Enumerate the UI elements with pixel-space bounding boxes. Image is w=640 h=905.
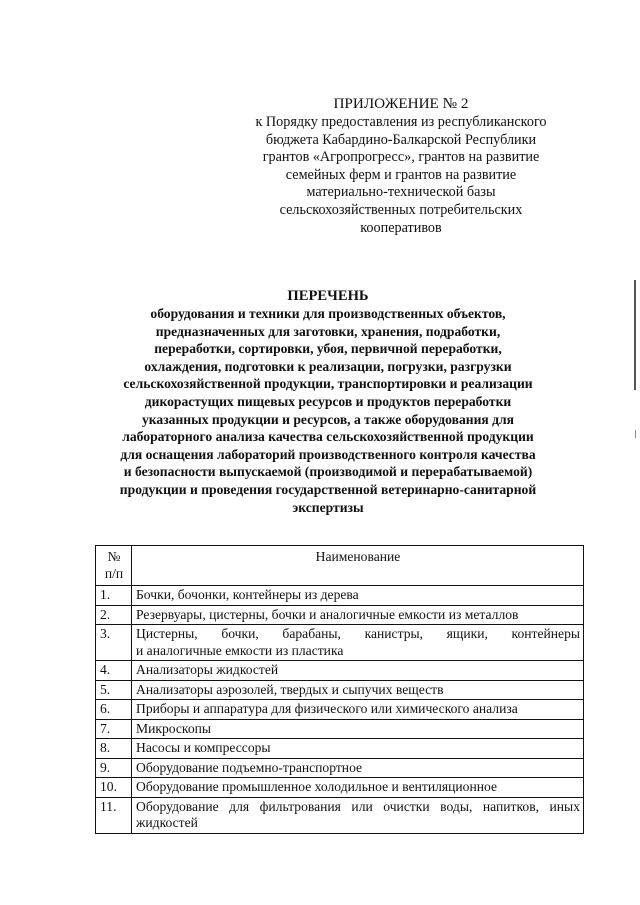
annex-line: сельскохозяйственных потребительских xyxy=(279,201,523,218)
scan-edge-mark xyxy=(634,280,636,390)
header-name: Наименование xyxy=(132,546,584,586)
row-num: 5. xyxy=(96,680,132,700)
list-heading-line: предназначенных для заготовки, хранения, подработки, xyxy=(155,323,501,339)
table-row xyxy=(96,778,584,798)
table-row xyxy=(96,680,584,700)
row-name: Оборудование промышленное холодильное и вентиляционное xyxy=(132,778,584,798)
list-heading-line: и безопасности выпускаемой (производимой и перерабатываемой) xyxy=(123,464,533,480)
table-row xyxy=(96,739,584,759)
row-num: 9. xyxy=(96,758,132,778)
list-heading-line: указанных продукции и ресурсов, а также оборудования для xyxy=(141,411,515,427)
row-name-line: Цистерны, бочки, барабаны, канистры, ящики, контейнеры xyxy=(136,626,580,641)
annex-line: кооперативов xyxy=(360,219,442,236)
list-heading xyxy=(88,287,568,516)
row-name-line: и аналогичные емкости из пластика xyxy=(136,642,344,658)
annex-line: к Порядку предоставления из республиканского xyxy=(255,114,547,130)
list-heading-line: сельскохозяйственной продукции, транспортировки и реализации xyxy=(123,376,533,392)
row-name xyxy=(132,625,584,661)
list-title: ПЕРЕЧЕНЬ xyxy=(287,288,369,304)
scan-edge-mark xyxy=(635,430,636,438)
header-num-line: № xyxy=(107,549,121,564)
row-name: Анализаторы жидкостей xyxy=(132,661,584,681)
row-name: Приборы и аппаратура для физического или химического анализа xyxy=(132,700,584,720)
row-name-line: жидкостей xyxy=(136,815,198,830)
row-name: Микроскопы xyxy=(132,719,584,739)
row-name: Насосы и компрессоры xyxy=(132,739,584,759)
header-num xyxy=(96,546,132,586)
list-heading-line: экспертизы xyxy=(292,499,364,515)
row-name-line: Оборудование для фильтрования или очистки воды, напитков, иных xyxy=(136,798,580,814)
table-row xyxy=(96,700,584,720)
table-row xyxy=(96,797,584,833)
table-row xyxy=(96,758,584,778)
table-row xyxy=(96,719,584,739)
list-heading-line: продукции и проведения государственной ветеринарно-санитарной xyxy=(119,481,537,497)
table-header-row xyxy=(96,546,584,586)
table-row xyxy=(96,586,584,606)
row-num: 11. xyxy=(96,797,132,833)
row-name: Бочки, бочонки, контейнеры из дерева xyxy=(132,586,584,606)
annex-line: грантов «Агропрогресс», грантов на развитие xyxy=(262,149,540,166)
row-num: 10. xyxy=(96,778,132,798)
row-num: 1. xyxy=(96,586,132,606)
list-heading-line: для оснащения лабораторий производственного контроля качества xyxy=(120,446,536,462)
row-name xyxy=(132,797,584,833)
row-num: 8. xyxy=(96,739,132,759)
row-num: 6. xyxy=(96,700,132,720)
row-num: 2. xyxy=(96,605,132,625)
annex-title: ПРИЛОЖЕНИЕ № 2 xyxy=(333,95,469,112)
annex-block xyxy=(228,94,574,237)
list-heading-line: переработки, сортировки, убоя, первичной переработки, xyxy=(154,341,502,357)
row-num: 4. xyxy=(96,661,132,681)
table-row xyxy=(96,605,584,625)
row-num: 3. xyxy=(96,625,132,661)
annex-line: семейных ферм и грантов на развитие xyxy=(285,166,517,183)
row-name: Резервуары, цистерны, бочки и аналогичные емкости из металлов xyxy=(132,605,584,625)
annex-line: материально-технической базы xyxy=(306,184,496,201)
table-row xyxy=(96,625,584,661)
list-heading-line: оборудования и техники для производственных объектов, xyxy=(150,306,506,321)
table-row xyxy=(96,661,584,681)
row-name: Анализаторы аэрозолей, твердых и сыпучих веществ xyxy=(132,680,584,700)
list-heading-line: лабораторного анализа качества сельскохозяйственной продукции xyxy=(122,429,534,445)
row-num: 7. xyxy=(96,719,132,739)
list-heading-line: дикорастущих пищевых ресурсов и продуктов переработки xyxy=(144,393,512,409)
row-name: Оборудование подъемно-транспортное xyxy=(132,758,584,778)
header-num-line: п/п xyxy=(104,565,124,581)
annex-line: бюджета Кабардино-Балкарской Республики xyxy=(265,131,537,148)
equipment-table xyxy=(95,545,584,834)
list-heading-line: охлаждения, подготовки к реализации, погрузки, разгрузки xyxy=(144,358,512,374)
